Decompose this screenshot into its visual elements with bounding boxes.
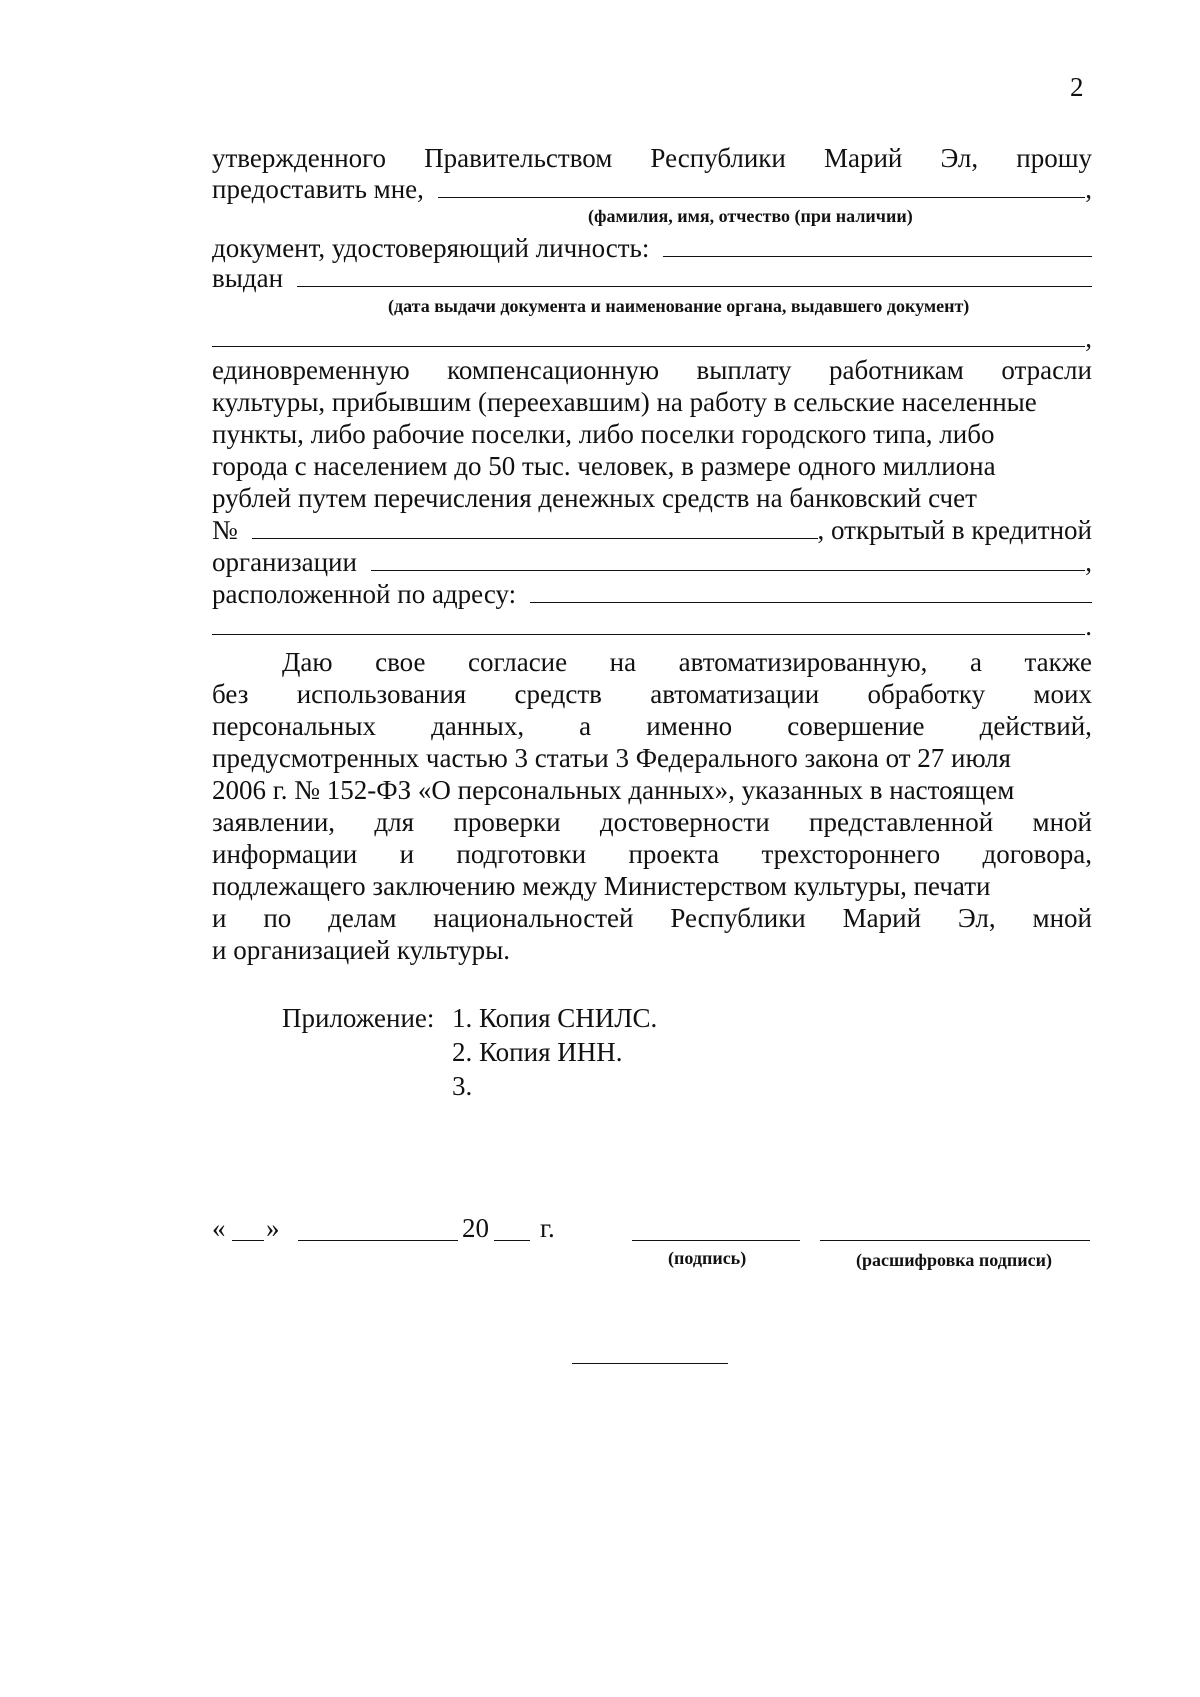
word: моих [1033,679,1092,709]
word: Республики [670,903,806,933]
word: трехстороннего [761,839,941,869]
word: автоматизированную, [678,647,928,677]
consent-line1 [282,646,1092,678]
word: обработку [867,679,986,709]
issued-field[interactable] [297,262,1092,287]
para1-line7: культуры, прибывшим (переехавшим) на работу в сельские населенные [212,387,1037,417]
word: заявлении, [212,807,336,837]
signature-decode-caption: (расшифровка подписи) [856,1250,1052,1270]
word: единовременную [212,355,410,385]
word: подготовки [456,839,587,869]
year-suffix: г. [540,1213,555,1243]
word: также [1024,647,1092,677]
word: именно [646,711,733,741]
quote-close: » [266,1213,280,1243]
organization-field[interactable] [371,546,1085,571]
word: достоверности [599,807,770,837]
para1-line8: пункты, либо рабочие поселки, либо поселки городского типа, либо [212,419,995,449]
word: Республики [650,143,786,173]
word: мной [1032,807,1092,837]
word: представленной [809,807,994,837]
word: данных, [431,711,525,741]
word: совершение [787,711,925,741]
year-field[interactable] [494,1240,530,1241]
para1-line2 [212,173,1092,205]
para1-line13 [212,578,1092,610]
consent-line6 [212,806,1092,838]
issued-label: выдан [212,263,284,293]
signature-field[interactable] [632,1240,800,1241]
consent-line4: предусмотренных частью 3 статьи 3 Федерального закона от 27 июля [212,743,1011,773]
consent-line3 [212,710,1092,742]
closing-divider [572,1363,728,1364]
consent-line2 [212,678,1092,710]
word: Марий [823,143,903,173]
consent-line7 [212,838,1092,870]
word: без [212,679,249,709]
word: работникам [829,355,964,385]
para1-line3 [212,232,1092,264]
day-field[interactable] [232,1240,264,1241]
word: согласие [468,647,568,677]
word: по [263,903,292,933]
id-document-label: документ, удостоверяющий личность: [212,233,650,263]
word: Марий [842,903,922,933]
word: утвержденного [212,143,387,173]
word: информации [212,839,358,869]
word: проекта [628,839,720,869]
para1-line12 [212,546,1092,578]
comma: , [1085,323,1092,353]
word: Правительством [424,143,613,173]
signature-caption: (подпись) [668,1248,747,1268]
word: и [212,903,227,933]
period: . [1085,611,1092,641]
account-suffix: , открытый в кредитной [817,515,1092,545]
para1-line10: рублей путем перечисления денежных средств на банковский счет [212,483,977,513]
word: использования [296,679,467,709]
request-label: предоставить мне, [212,174,424,204]
year-prefix: 20 [462,1213,489,1243]
word: средств [514,679,602,709]
word: делам [328,903,397,933]
consent-line10: и организацией культуры. [212,935,511,965]
para1-line4 [212,262,1092,294]
quote-open: « [212,1213,226,1243]
month-field[interactable] [298,1240,458,1241]
address-field[interactable] [530,578,1092,603]
para1-line9: города с населением до 50 тыс. человек, в размере одного миллиона [212,451,996,481]
word: национальностей [433,903,634,933]
address-label: расположенной по адресу: [212,579,517,609]
para1-line14 [212,610,1092,642]
organization-label: организации [212,547,357,577]
word: для [374,807,415,837]
word: проверки [453,807,561,837]
word: мной [1032,903,1092,933]
para1-line6 [212,354,1092,386]
address-continuation-field[interactable] [212,610,1085,635]
appendix-item-3: 3. [452,1071,473,1101]
word: Эл, [940,143,979,173]
word: и [399,839,415,869]
word: отрасли [1001,355,1092,385]
word: а [579,711,592,741]
word: персональных [212,711,376,741]
word: действий, [979,711,1092,741]
para1-line5 [212,322,1092,354]
word: договора, [982,839,1092,869]
para1-line11 [212,514,1092,546]
appendix-label: Приложение: [282,1003,435,1033]
comma: , [1085,547,1092,577]
word: Даю [282,647,333,677]
consent-line8: подлежащего заключению между Министерством культуры, печати [212,871,991,901]
account-number-field[interactable] [252,514,818,539]
appendix-item-1: 1. Копия СНИЛС. [452,1003,658,1033]
consent-line5: 2006 г. № 152-ФЗ «О персональных данных», указанных в настоящем [212,775,1015,805]
comma: , [1085,174,1092,204]
word: свое [375,647,426,677]
signature-decode-field[interactable] [820,1240,1090,1241]
word: выплату [696,355,792,385]
word: на [609,647,637,677]
page-number: 2 [1070,72,1084,102]
number-sign: № [212,515,238,545]
word: компенсационную [447,355,660,385]
word: прошу [1016,143,1092,173]
word: автоматизации [650,679,820,709]
word: а [969,647,982,677]
id-document-field[interactable] [663,232,1092,257]
para1-line1 [212,142,1092,174]
issued-caption: (дата выдачи документа и наименование органа, выдавшего документ) [388,296,970,316]
consent-line9 [212,902,1092,934]
issued-continuation-field[interactable] [212,322,1085,347]
word: Эл, [957,903,996,933]
fio-field[interactable] [438,173,1085,198]
fio-caption: (фамилия, имя, отчество (при наличии) [588,206,913,226]
appendix-item-2: 2. Копия ИНН. [452,1037,623,1067]
